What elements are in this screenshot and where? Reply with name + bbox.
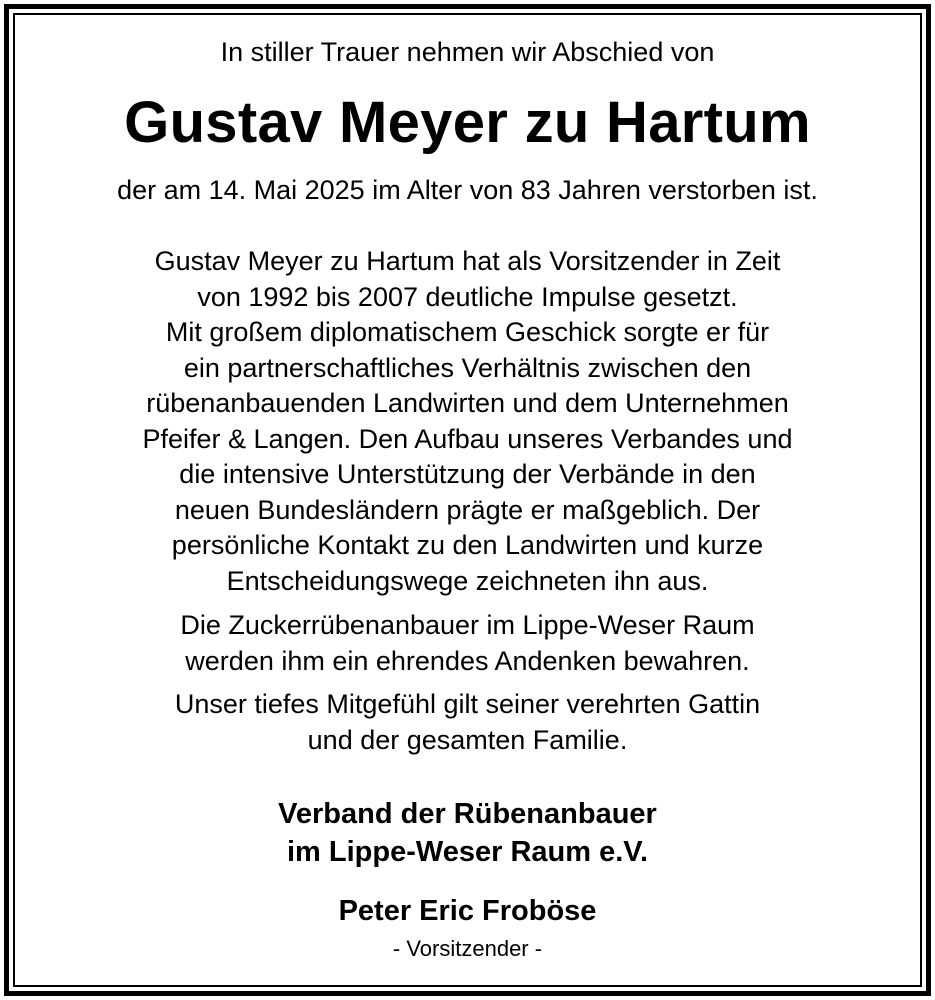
tribute-line: ein partnerschaftliches Verhältnis zwischen den [183,352,752,383]
condolence-paragraph [15,687,920,758]
signer-name: Peter Eric Froböse [338,895,597,927]
tribute-line: Mit großem diplomatischem Geschick sorgte er für [165,317,770,347]
tribute-line: von 1992 bis 2007 deutliche Impulse gesetzt. [197,281,738,312]
tribute-paragraph [15,244,920,599]
condolence-line: und der gesamten Familie. [307,724,628,755]
tribute-line: neuen Bundesländern prägte er maßgeblich. Der [174,494,761,525]
tribute-line: Pfeifer & Langen. Den Aufbau unseres Verbandes und [142,423,793,454]
condolence-line: Unser tiefes Mitgefühl gilt seiner verehrten Gattin [174,689,761,719]
organization-name [15,795,920,871]
tribute-line: Gustav Meyer zu Hartum hat als Vorsitzender in Zeit [154,246,781,276]
signer-role: - Vorsitzender - [392,936,543,961]
organization-line: im Lippe-Weser Raum e.V. [286,836,648,868]
tribute-line: rübenanbauenden Landwirten und dem Unternehmen [146,388,789,418]
organization-line: Verband der Rübenanbauer [278,798,657,830]
remembrance-paragraph [15,608,920,679]
tribute-line: die intensive Unterstützung der Verbände in den [179,459,756,489]
intro-text: In stiller Trauer nehmen wir Abschied von [220,37,715,67]
tribute-line: Entscheidungswege zeichneten ihn aus. [226,565,709,596]
tribute-line: persönliche Kontakt zu den Landwirten und kurze [171,530,764,560]
deceased-name: Gustav Meyer zu Hartum [124,90,811,155]
remembrance-line: werden ihm ein ehrendes Andenken bewahren. [185,645,750,676]
obituary-notice [15,15,920,985]
remembrance-line: Die Zuckerrübenanbauer im Lippe-Weser Raum [180,610,755,640]
death-date-line: der am 14. Mai 2025 im Alter von 83 Jahren verstorben ist. [117,175,818,205]
